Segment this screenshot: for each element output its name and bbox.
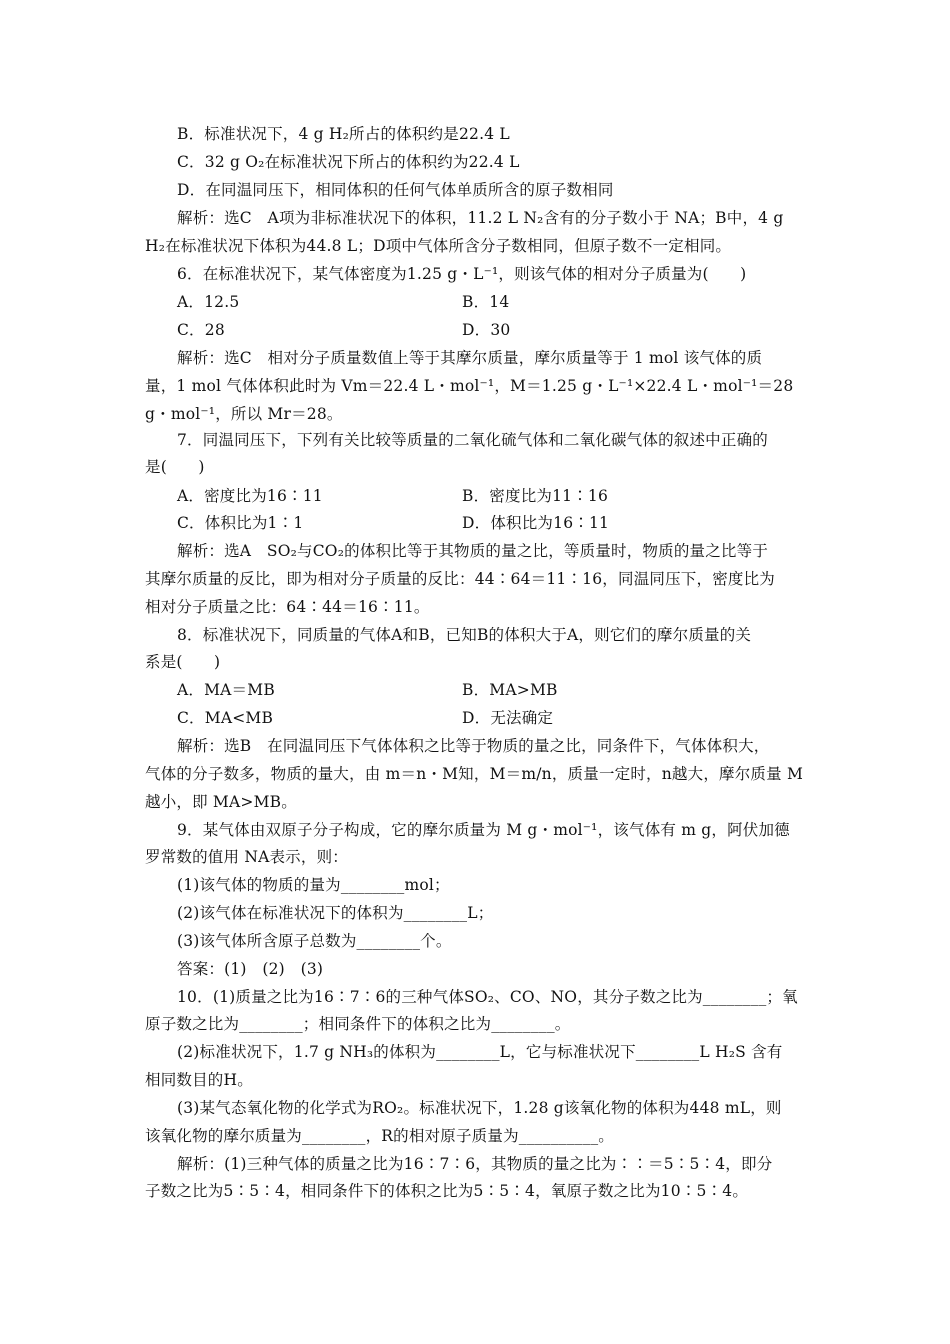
answer-q9: 答案：(1) (2) (3) xyxy=(177,960,324,978)
option-b-q6: B．14 xyxy=(462,293,510,311)
analysis-q7-line2: 其摩尔质量的反比，即为相对分子质量的反比：44∶64＝11∶16，同温同压下，密度比为 xyxy=(145,570,775,588)
analysis-q8-line2: 气体的分子数多，物质的量大，由 m＝n・M知，M＝m/n，质量一定时，n越大，摩尔质量 M xyxy=(145,765,804,783)
question-10-part2-line2: 相同数目的H。 xyxy=(145,1071,253,1089)
option-a-q7: A．密度比为16∶11 xyxy=(177,487,323,505)
question-9-part1: (1)该气体的物质的量为________mol； xyxy=(177,876,450,894)
question-8-line2: 系是( ) xyxy=(145,653,221,671)
option-d-q6: D．30 xyxy=(462,321,511,339)
analysis-q6-line2: 量，1 mol 气体体积此时为 Vm＝22.4 L・mol⁻¹，M＝1.25 g・L⁻¹×22.4 L・mol⁻¹＝28 xyxy=(145,377,794,395)
analysis-q8-line1: 解析：选B 在同温同压下气体体积之比等于物质的量之比，同条件下，气体体积大， xyxy=(177,737,770,755)
option-b-q5: B．标准状况下，4 g H₂所占的体积约是22.4 L xyxy=(177,125,510,143)
analysis-q8-line3: 越小，即 MA>MB。 xyxy=(145,793,297,811)
analysis-q7-line3: 相对分子质量之比：64∶44＝16∶11。 xyxy=(145,598,430,616)
question-9-line2: 罗常数的值用 NA表示，则： xyxy=(145,848,348,866)
option-b-q7: B．密度比为11∶16 xyxy=(462,487,609,505)
question-9-part3: (3)该气体所含原子总数为________个。 xyxy=(177,932,452,950)
analysis-q6-line3: g・mol⁻¹，所以 Mr＝28。 xyxy=(145,405,343,423)
question-10-part2-line1: (2)标准状况下，1.7 g NH₃的体积为________L，它与标准状况下________L H₂S 含有 xyxy=(177,1043,783,1061)
option-c-q5: C．32 g O₂在标准状况下所占的体积约为22.4 L xyxy=(177,153,520,171)
analysis-q6-line1: 解析：选C 相对分子质量数值上等于其摩尔质量，摩尔质量等于 1 mol 该气体的质 xyxy=(177,349,763,367)
option-d-q8: D．无法确定 xyxy=(462,709,554,727)
question-10-part3-line1: (3)某气态氧化物的化学式为RO₂。标准状况下，1.28 g该氧化物的体积为448 mL，则 xyxy=(177,1099,782,1117)
question-9-line1: 9．某气体由双原子分子构成，它的摩尔质量为 M g・mol⁻¹，该气体有 m g，阿伏加德 xyxy=(177,821,790,839)
question-7-line2: 是( ) xyxy=(145,458,205,476)
question-9-part2: (2)该气体在标准状况下的体积为________L； xyxy=(177,904,494,922)
analysis-q5-line1: 解析：选C A项为非标准状况下的体积，11.2 L N₂含有的分子数小于 NA；B中，4 g xyxy=(177,209,784,227)
option-d-q5: D．在同温同压下，相同体积的任何气体单质所含的原子数相同 xyxy=(177,181,614,199)
option-c-q8: C．MA<MB xyxy=(177,709,274,727)
question-10-part1-line2: 原子数之比为________；相同条件下的体积之比为________。 xyxy=(145,1015,571,1033)
option-c-q6: C．28 xyxy=(177,321,225,339)
option-d-q7: D．体积比为16∶11 xyxy=(462,514,610,532)
analysis-q10-line2: 子数之比为5∶5∶4，相同条件下的体积之比为5∶5∶4，氧原子数之比为10∶5∶4。 xyxy=(145,1182,749,1200)
option-c-q7: C．体积比为1∶1 xyxy=(177,514,304,532)
question-8-line1: 8．标准状况下，同质量的气体A和B，已知B的体积大于A，则它们的摩尔质量的关 xyxy=(177,626,752,644)
question-10-part3-line2: 该氧化物的摩尔质量为________，R的相对原子质量为__________。 xyxy=(145,1127,614,1145)
option-a-q6: A．12.5 xyxy=(177,293,240,311)
question-6: 6．在标准状况下，某气体密度为1.25 g・L⁻¹，则该气体的相对分子质量为( ) xyxy=(177,265,747,283)
question-10-part1-line1: 10．(1)质量之比为16∶7∶6的三种气体SO₂、CO、NO，其分子数之比为________；氧 xyxy=(177,988,798,1006)
analysis-q10-line1: 解析：(1)三种气体的质量之比为16∶7∶6，其物质的量之比为∶∶＝5∶5∶4，即分 xyxy=(177,1155,773,1173)
option-b-q8: B．MA>MB xyxy=(462,681,558,699)
analysis-q7-line1: 解析：选A SO₂与CO₂的体积比等于其物质的量之比，等质量时，物质的量之比等于 xyxy=(177,542,769,560)
analysis-q5-line2: H₂在标准状况下体积为44.8 L；D项中气体所含分子数相同，但原子数不一定相同。 xyxy=(145,237,732,255)
option-a-q8: A．MA＝MB xyxy=(177,681,275,699)
question-7-line1: 7．同温同压下，下列有关比较等质量的二氧化硫气体和二氧化碳气体的叙述中正确的 xyxy=(177,431,768,449)
